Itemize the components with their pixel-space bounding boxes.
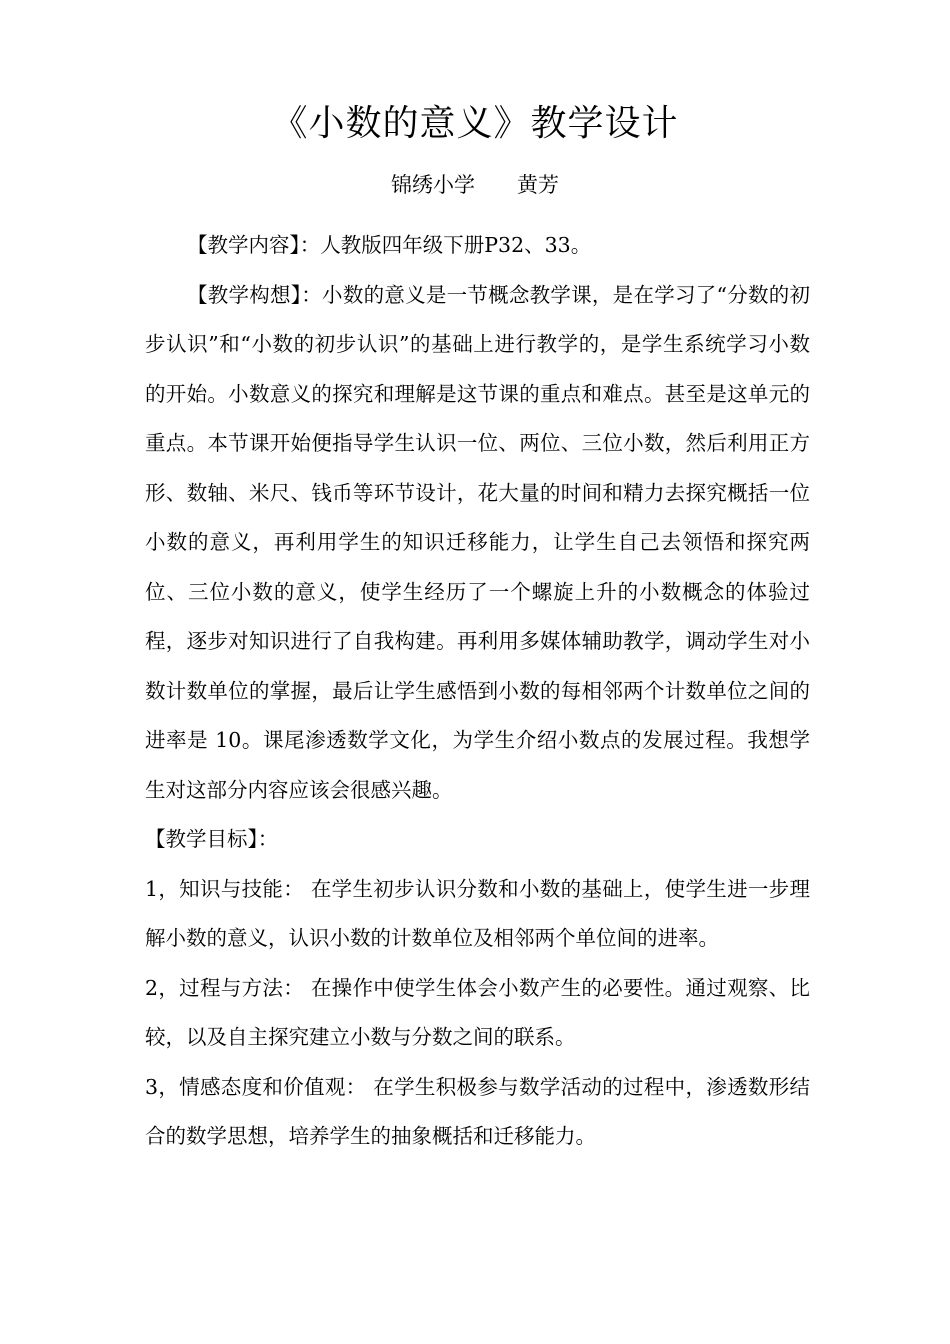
teaching-concept-paragraph: 【教学构想】：小数的意义是一节概念教学课，是在学习了“分数的初步认识”和“小数的初步认识”的基础上进行教学的，是学生系统学习小数的开始。小数意义的探究和理解是这节课的重点和难点。甚至是这单元的重点。本节课开始便指导学生认识一位、两位、三位小数，然后利用正方形、数轴、米尺、钱币等环节设计，花大量的时间和精力去探究概括一位小数的意义，再利用学生的知识迁移能力，让学生自己去领悟和探究两位、三位小数的意义，使学生经历了一个螺旋上升的小数概念的体验过程，逐步对知识进行了自我构建。再利用多媒体辅助教学，调动学生对小数计数单位的掌握，最后让学生感悟到小数的每相邻两个计数单位之间的进率是 10。课尾渗透数学文化，为学生介绍小数点的发展过程。我想学生对这部分内容应该会很感兴趣。	[145, 282, 810, 802]
document-body	[145, 221, 810, 1162]
teaching-goals-heading: 【教学目标】：	[145, 827, 279, 851]
author-school: 锦绣小学	[391, 173, 475, 197]
goal-knowledge-skills: 1，知识与技能： 在学生初步认识分数和小数的基础上，使学生进一步理解小数的意义，认识小数的计数单位及相邻两个单位间的进率。	[145, 876, 810, 950]
goal-process-methods: 2，过程与方法： 在操作中使学生体会小数产生的必要性。通过观察、比较，以及自主探究建立小数与分数之间的联系。	[145, 975, 810, 1049]
author-line	[0, 170, 950, 200]
document-title: 《小数的意义》教学设计	[271, 103, 679, 144]
author-name: 黄芳	[517, 173, 559, 197]
teaching-content-paragraph: 【教学内容】：人教版四年级下册P32、33。	[187, 233, 592, 257]
goal-emotion-values: 3，情感态度和价值观： 在学生积极参与数学活动的过程中，渗透数形结合的数学思想，培养学生的抽象概括和迁移能力。	[145, 1074, 810, 1148]
